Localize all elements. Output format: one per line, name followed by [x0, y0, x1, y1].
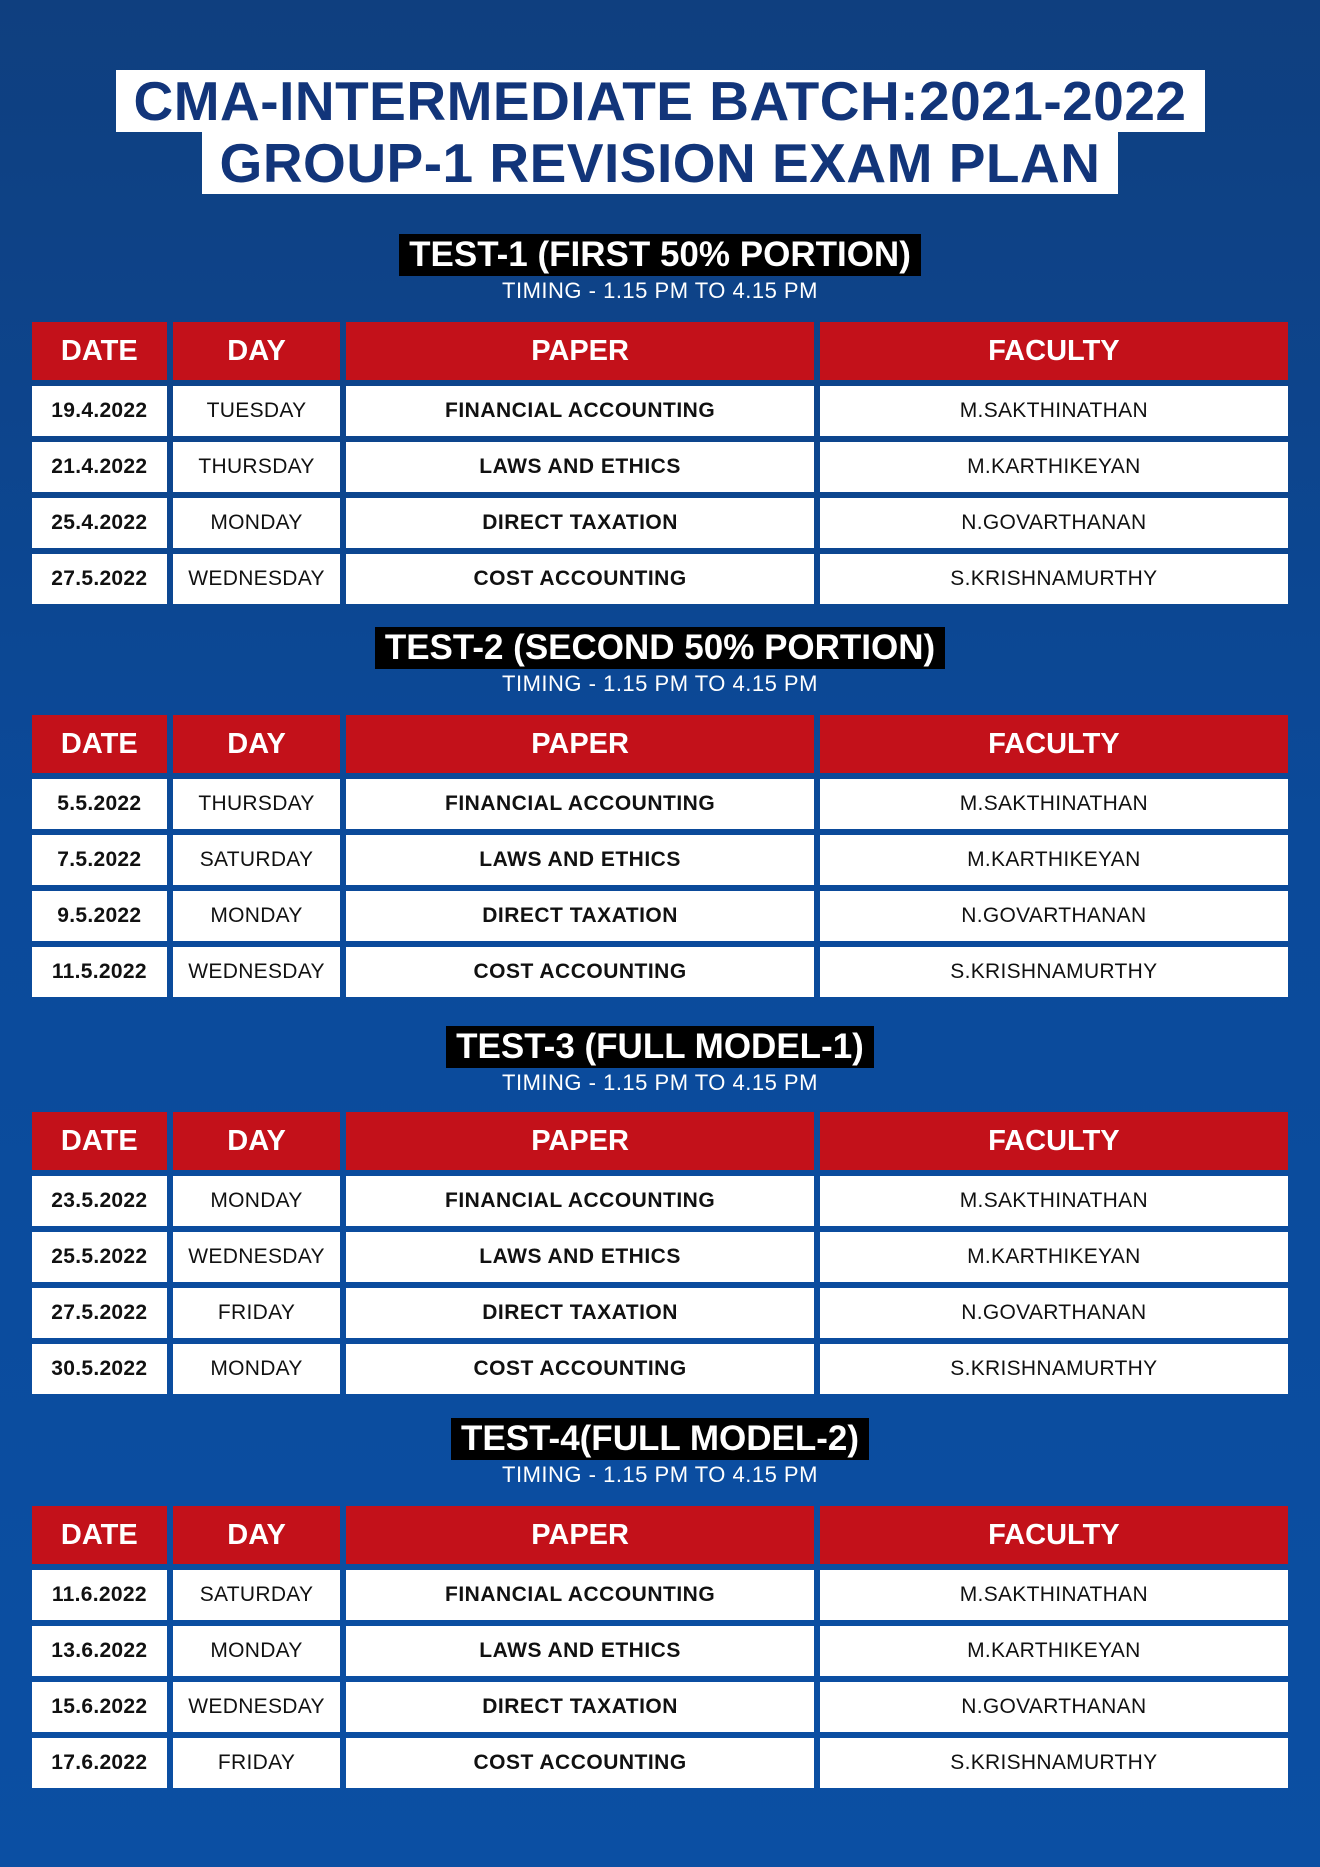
- cell-day: WEDNESDAY: [173, 1232, 341, 1282]
- table-row: [32, 554, 1288, 604]
- schedule-table: [26, 709, 1294, 1003]
- cell-paper: LAWS AND ETHICS: [346, 1232, 813, 1282]
- cell-faculty: M.SAKTHINATHAN: [820, 779, 1288, 829]
- title-line-1: CMA-INTERMEDIATE BATCH:2021-2022: [116, 70, 1205, 132]
- cell-date: 30.5.2022: [32, 1344, 167, 1394]
- table-row: [32, 498, 1288, 548]
- header-faculty: FACULTY: [820, 1506, 1288, 1564]
- cell-date: 23.5.2022: [32, 1176, 167, 1226]
- cell-date: 11.5.2022: [32, 947, 167, 997]
- test-section-4: [32, 1418, 1288, 1794]
- cell-paper: LAWS AND ETHICS: [346, 442, 813, 492]
- header-date: DATE: [32, 715, 167, 773]
- test-title: TEST-4(FULL MODEL-2): [451, 1418, 869, 1460]
- cell-date: 15.6.2022: [32, 1682, 167, 1732]
- page-title: [0, 70, 1320, 194]
- cell-paper: DIRECT TAXATION: [346, 1682, 813, 1732]
- table-row: [32, 1626, 1288, 1676]
- test-title: TEST-3 (FULL MODEL-1): [446, 1026, 874, 1068]
- test-title: TEST-1 (FIRST 50% PORTION): [399, 234, 921, 276]
- cell-paper: DIRECT TAXATION: [346, 498, 813, 548]
- cell-date: 27.5.2022: [32, 554, 167, 604]
- table-row: [32, 1176, 1288, 1226]
- header-date: DATE: [32, 322, 167, 380]
- cell-paper: FINANCIAL ACCOUNTING: [346, 1570, 813, 1620]
- cell-date: 5.5.2022: [32, 779, 167, 829]
- cell-faculty: M.SAKTHINATHAN: [820, 386, 1288, 436]
- cell-faculty: S.KRISHNAMURTHY: [820, 554, 1288, 604]
- test-timing: TIMING - 1.15 PM TO 4.15 PM: [502, 1070, 818, 1095]
- cell-paper: COST ACCOUNTING: [346, 1344, 813, 1394]
- cell-date: 27.5.2022: [32, 1288, 167, 1338]
- cell-faculty: M.SAKTHINATHAN: [820, 1176, 1288, 1226]
- cell-faculty: M.KARTHIKEYAN: [820, 1232, 1288, 1282]
- table-row: [32, 779, 1288, 829]
- header-day: DAY: [173, 1112, 341, 1170]
- cell-day: FRIDAY: [173, 1738, 341, 1788]
- cell-faculty: N.GOVARTHANAN: [820, 1682, 1288, 1732]
- header-day: DAY: [173, 715, 341, 773]
- header-faculty: FACULTY: [820, 1112, 1288, 1170]
- test-section-1: [32, 234, 1288, 610]
- cell-faculty: S.KRISHNAMURTHY: [820, 947, 1288, 997]
- cell-faculty: N.GOVARTHANAN: [820, 891, 1288, 941]
- table-row: [32, 442, 1288, 492]
- cell-paper: FINANCIAL ACCOUNTING: [346, 1176, 813, 1226]
- cell-faculty: M.KARTHIKEYAN: [820, 442, 1288, 492]
- cell-paper: FINANCIAL ACCOUNTING: [346, 386, 813, 436]
- cell-faculty: S.KRISHNAMURTHY: [820, 1738, 1288, 1788]
- header-date: DATE: [32, 1112, 167, 1170]
- cell-day: TUESDAY: [173, 386, 341, 436]
- cell-faculty: M.KARTHIKEYAN: [820, 835, 1288, 885]
- cell-date: 19.4.2022: [32, 386, 167, 436]
- cell-day: WEDNESDAY: [173, 947, 341, 997]
- cell-date: 21.4.2022: [32, 442, 167, 492]
- cell-day: SATURDAY: [173, 835, 341, 885]
- header-faculty: FACULTY: [820, 322, 1288, 380]
- test-timing: TIMING - 1.15 PM TO 4.15 PM: [502, 1462, 818, 1487]
- test-timing: TIMING - 1.15 PM TO 4.15 PM: [502, 278, 818, 303]
- header-paper: PAPER: [346, 715, 813, 773]
- schedule-table: [26, 1500, 1294, 1794]
- test-title: TEST-2 (SECOND 50% PORTION): [375, 627, 945, 669]
- cell-date: 25.4.2022: [32, 498, 167, 548]
- table-row: [32, 1570, 1288, 1620]
- table-row: [32, 1232, 1288, 1282]
- cell-day: MONDAY: [173, 1176, 341, 1226]
- header-paper: PAPER: [346, 322, 813, 380]
- table-row: [32, 891, 1288, 941]
- cell-day: WEDNESDAY: [173, 1682, 341, 1732]
- table-header-row: [32, 322, 1288, 380]
- table-row: [32, 1682, 1288, 1732]
- cell-day: WEDNESDAY: [173, 554, 341, 604]
- table-row: [32, 1288, 1288, 1338]
- cell-day: FRIDAY: [173, 1288, 341, 1338]
- cell-day: MONDAY: [173, 891, 341, 941]
- cell-day: MONDAY: [173, 1344, 341, 1394]
- cell-faculty: M.SAKTHINATHAN: [820, 1570, 1288, 1620]
- cell-date: 13.6.2022: [32, 1626, 167, 1676]
- cell-paper: DIRECT TAXATION: [346, 1288, 813, 1338]
- title-line-2: GROUP-1 REVISION EXAM PLAN: [202, 132, 1119, 194]
- cell-paper: DIRECT TAXATION: [346, 891, 813, 941]
- cell-paper: LAWS AND ETHICS: [346, 835, 813, 885]
- cell-faculty: N.GOVARTHANAN: [820, 498, 1288, 548]
- cell-faculty: S.KRISHNAMURTHY: [820, 1344, 1288, 1394]
- test-section-3: [32, 1026, 1288, 1400]
- header-date: DATE: [32, 1506, 167, 1564]
- table-header-row: [32, 1506, 1288, 1564]
- table-header-row: [32, 1112, 1288, 1170]
- cell-paper: COST ACCOUNTING: [346, 947, 813, 997]
- cell-day: MONDAY: [173, 1626, 341, 1676]
- header-day: DAY: [173, 1506, 341, 1564]
- cell-day: SATURDAY: [173, 1570, 341, 1620]
- cell-paper: FINANCIAL ACCOUNTING: [346, 779, 813, 829]
- cell-paper: COST ACCOUNTING: [346, 554, 813, 604]
- cell-date: 25.5.2022: [32, 1232, 167, 1282]
- cell-paper: COST ACCOUNTING: [346, 1738, 813, 1788]
- table-row: [32, 386, 1288, 436]
- test-section-2: [32, 627, 1288, 1003]
- header-faculty: FACULTY: [820, 715, 1288, 773]
- header-paper: PAPER: [346, 1112, 813, 1170]
- header-day: DAY: [173, 322, 341, 380]
- table-row: [32, 1738, 1288, 1788]
- schedule-table: [26, 1106, 1294, 1400]
- test-timing: TIMING - 1.15 PM TO 4.15 PM: [502, 671, 818, 696]
- cell-faculty: M.KARTHIKEYAN: [820, 1626, 1288, 1676]
- table-row: [32, 1344, 1288, 1394]
- cell-day: THURSDAY: [173, 442, 341, 492]
- header-paper: PAPER: [346, 1506, 813, 1564]
- cell-date: 7.5.2022: [32, 835, 167, 885]
- cell-day: THURSDAY: [173, 779, 341, 829]
- table-header-row: [32, 715, 1288, 773]
- cell-date: 17.6.2022: [32, 1738, 167, 1788]
- cell-faculty: N.GOVARTHANAN: [820, 1288, 1288, 1338]
- table-row: [32, 947, 1288, 997]
- cell-date: 11.6.2022: [32, 1570, 167, 1620]
- schedule-table: [26, 316, 1294, 610]
- cell-date: 9.5.2022: [32, 891, 167, 941]
- table-row: [32, 835, 1288, 885]
- cell-day: MONDAY: [173, 498, 341, 548]
- cell-paper: LAWS AND ETHICS: [346, 1626, 813, 1676]
